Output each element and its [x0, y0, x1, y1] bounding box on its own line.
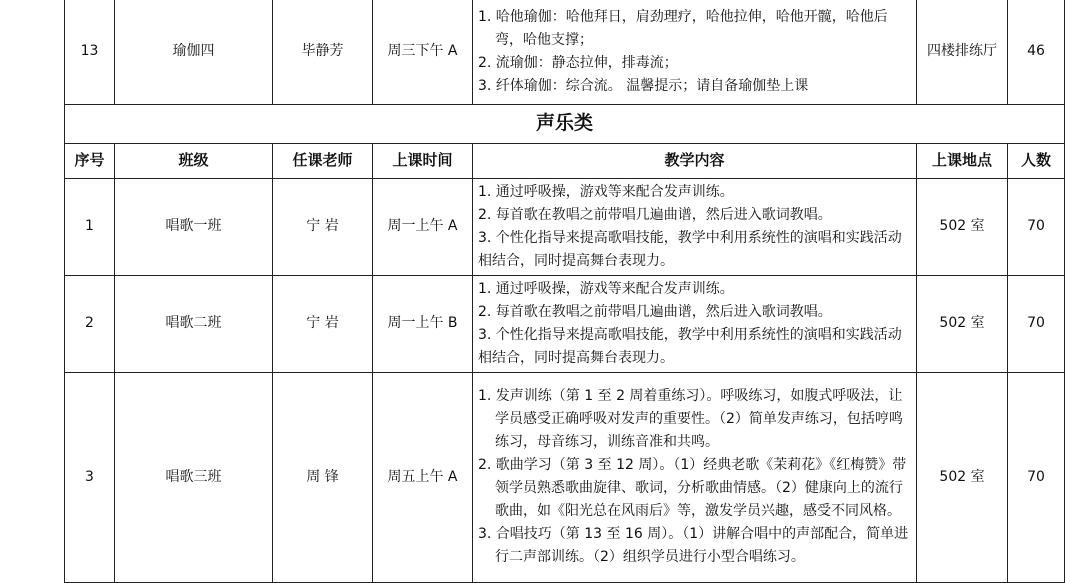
section-title-row [65, 104, 1065, 143]
cell-location: 四楼排练厅 [917, 0, 1008, 104]
table-row-yoga [65, 0, 1065, 104]
header-no: 序号 [65, 143, 115, 178]
cell-count: 70 [1008, 178, 1065, 275]
cell-location: 502 室 [917, 178, 1008, 275]
cell-class: 瑜伽四 [115, 0, 273, 104]
content-item: 2. 每首歌在教唱之前带唱几遍曲谱，然后进入歌词教唱。 [478, 206, 832, 223]
cell-no: 13 [65, 0, 115, 104]
cell-time: 周一上午 A [373, 178, 473, 275]
cell-class: 唱歌一班 [115, 178, 273, 275]
cell-teacher: 周 锋 [273, 372, 373, 582]
table-row [65, 178, 1065, 275]
cell-class: 唱歌三班 [115, 372, 273, 582]
content-item: 1. 通过呼吸操，游戏等来配合发声训练。 [478, 280, 734, 297]
content-item: 3. 纤体瑜伽：综合流。 温馨提示；请自备瑜伽垫上课 [478, 77, 809, 94]
header-location: 上课地点 [917, 143, 1008, 178]
header-count: 人数 [1008, 143, 1065, 178]
cell-time: 周三下午 A [373, 0, 473, 104]
content-item: 1. 通过呼吸操，游戏等来配合发声训练。 [478, 183, 734, 200]
content-item: 1. 发声训练（第 1 至 2 周着重练习）。呼吸练习，如腹式呼吸法，让学员感受正确呼吸对发声的重要性。（2）简单发声练习，包括哼鸣练习，母音练习，训练音准和共鸣。 [478, 388, 903, 450]
table-row [65, 275, 1065, 372]
cell-no: 3 [65, 372, 115, 582]
header-class: 班级 [115, 143, 273, 178]
table-header-row [65, 143, 1065, 178]
cell-content [473, 275, 917, 372]
cell-time: 周一上午 B [373, 275, 473, 372]
cell-teacher: 毕静芳 [273, 0, 373, 104]
cell-content [473, 178, 917, 275]
cell-location: 502 室 [917, 372, 1008, 582]
cell-no: 1 [65, 178, 115, 275]
content-item: 1. 哈他瑜伽：哈他拜日，肩劲理疗，哈他拉伸，哈他开髋，哈他后弯，哈他支撑； [478, 8, 888, 48]
content-item: 2. 歌曲学习（第 3 至 12 周）。（1）经典老歌《茉莉花》《红梅赞》带领学员熟悉歌曲旋律、歌词，分析歌曲情感。（2）健康向上的流行歌曲，如《阳光总在风雨后》等，激发学员兴趣，感受不同风格。 [478, 457, 907, 519]
header-teacher: 任课老师 [273, 143, 373, 178]
cell-content [473, 0, 917, 104]
section-title: 声乐类 [65, 104, 1065, 143]
cell-teacher: 宁 岩 [273, 275, 373, 372]
cell-count: 70 [1008, 372, 1065, 582]
cell-count: 46 [1008, 0, 1065, 104]
cell-location: 502 室 [917, 275, 1008, 372]
content-item: 3. 个性化指导来提高歌唱技能，教学中利用系统性的演唱和实践活动相结合，同时提高舞台表现力。 [478, 229, 902, 269]
cell-no: 2 [65, 275, 115, 372]
course-table [64, 0, 1065, 583]
content-item: 3. 合唱技巧（第 13 至 16 周）。（1）讲解合唱中的声部配合，简单进行二声部训练。（2）组织学员进行小型合唱练习。 [478, 526, 909, 565]
cell-content [473, 372, 917, 582]
cell-teacher: 宁 岩 [273, 178, 373, 275]
content-item: 2. 每首歌在教唱之前带唱几遍曲谱，然后进入歌词教唱。 [478, 303, 832, 320]
header-content: 教学内容 [473, 143, 917, 178]
cell-class: 唱歌二班 [115, 275, 273, 372]
header-time: 上课时间 [373, 143, 473, 178]
content-item: 2. 流瑜伽：静态拉伸，排毒流； [478, 54, 678, 71]
table-row [65, 372, 1065, 582]
cell-time: 周五上午 A [373, 372, 473, 582]
cell-count: 70 [1008, 275, 1065, 372]
content-item: 3. 个性化指导来提高歌唱技能，教学中利用系统性的演唱和实践活动相结合，同时提高舞台表现力。 [478, 326, 902, 366]
